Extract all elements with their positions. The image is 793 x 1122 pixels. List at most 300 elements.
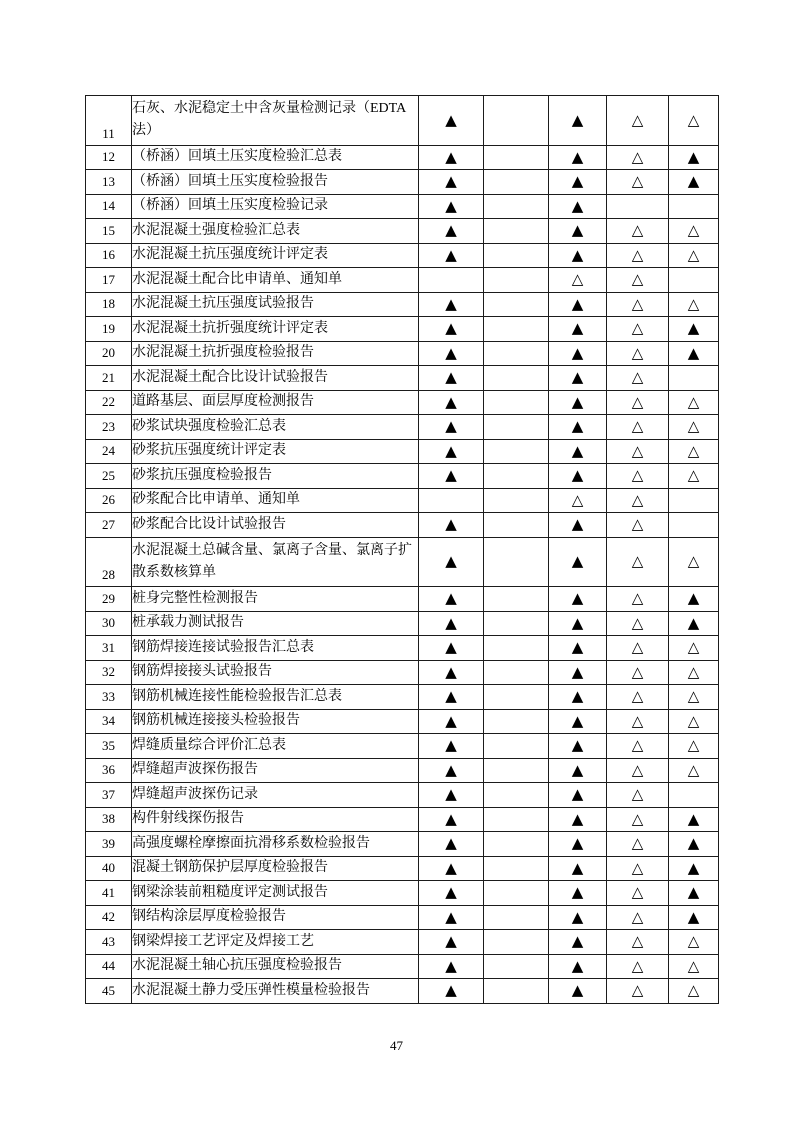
row-number-cell: 44 [86, 954, 132, 979]
hollow-triangle-icon: △ [631, 294, 644, 313]
symbol-cell [607, 243, 669, 268]
symbol-cell [549, 537, 607, 587]
symbol-cell [419, 243, 484, 268]
symbol-cell [549, 415, 607, 440]
symbol-cell [607, 464, 669, 489]
symbol-cell [484, 415, 549, 440]
table-row [86, 488, 719, 513]
symbol-cell [607, 513, 669, 538]
row-description-cell: 混凝土钢筋保护层厚度检验报告 [132, 856, 419, 881]
symbol-cell [607, 881, 669, 906]
symbol-cell [484, 660, 549, 685]
symbol-cell [607, 611, 669, 636]
symbol-cell [669, 145, 719, 170]
symbol-cell [549, 587, 607, 612]
hollow-triangle-icon: △ [687, 932, 700, 951]
row-number-cell: 19 [86, 317, 132, 342]
row-description-cell: 钢筋机械连接接头检验报告 [132, 709, 419, 734]
row-number-cell: 11 [86, 96, 132, 146]
filled-triangle-icon: ▲ [445, 981, 457, 1000]
hollow-triangle-icon: △ [631, 147, 644, 166]
symbol-cell [484, 464, 549, 489]
symbol-cell [484, 832, 549, 857]
hollow-triangle-icon: △ [631, 907, 644, 926]
filled-triangle-icon: ▲ [445, 662, 457, 681]
row-description-cell: 水泥混凝土抗压强度试验报告 [132, 292, 419, 317]
row-description-cell: 水泥混凝土配合比申请单、通知单 [132, 268, 419, 293]
hollow-triangle-icon: △ [631, 613, 644, 632]
filled-triangle-icon: ▲ [571, 711, 584, 730]
filled-triangle-icon: ▲ [445, 110, 457, 129]
symbol-cell [419, 268, 484, 293]
symbol-cell [669, 488, 719, 513]
filled-triangle-icon: ▲ [571, 110, 584, 129]
symbol-cell [419, 930, 484, 955]
row-number-cell: 14 [86, 194, 132, 219]
filled-triangle-icon: ▲ [571, 956, 584, 975]
table-row [86, 513, 719, 538]
filled-triangle-icon: ▲ [445, 883, 457, 902]
row-number-cell: 43 [86, 930, 132, 955]
symbol-cell [549, 513, 607, 538]
table-row [86, 292, 719, 317]
filled-triangle-icon: ▲ [571, 662, 584, 681]
symbol-cell [669, 537, 719, 587]
symbol-cell [549, 881, 607, 906]
filled-triangle-icon: ▲ [445, 294, 457, 313]
hollow-triangle-icon: △ [687, 760, 700, 779]
symbol-cell [607, 979, 669, 1004]
symbol-cell [484, 537, 549, 587]
symbol-cell [419, 341, 484, 366]
hollow-triangle-icon: △ [631, 417, 644, 436]
filled-triangle-icon: ▲ [445, 515, 457, 534]
symbol-cell [607, 488, 669, 513]
hollow-triangle-icon: △ [687, 466, 700, 485]
symbol-cell [419, 709, 484, 734]
symbol-cell [419, 758, 484, 783]
filled-triangle-icon: ▲ [571, 294, 584, 313]
row-description-cell: 砂浆配合比申请单、通知单 [132, 488, 419, 513]
row-description-cell: 钢筋焊接连接试验报告汇总表 [132, 636, 419, 661]
table-row [86, 734, 719, 759]
row-description-cell: 水泥混凝土抗折强度检验报告 [132, 341, 419, 366]
filled-triangle-icon: ▲ [687, 907, 700, 926]
symbol-cell [484, 268, 549, 293]
symbol-cell [549, 243, 607, 268]
table-row [86, 194, 719, 219]
row-number-cell: 29 [86, 587, 132, 612]
symbol-cell [549, 709, 607, 734]
symbol-cell [549, 96, 607, 146]
symbol-cell [549, 194, 607, 219]
filled-triangle-icon: ▲ [571, 466, 584, 485]
hollow-triangle-icon: △ [687, 441, 700, 460]
symbol-cell [419, 96, 484, 146]
filled-triangle-icon: ▲ [445, 687, 457, 706]
row-description-cell: （桥涵）回填土压实度检验汇总表 [132, 145, 419, 170]
row-number-cell: 12 [86, 145, 132, 170]
symbol-cell [484, 292, 549, 317]
symbol-cell [669, 807, 719, 832]
filled-triangle-icon: ▲ [571, 147, 584, 166]
filled-triangle-icon: ▲ [571, 392, 584, 411]
filled-triangle-icon: ▲ [571, 441, 584, 460]
symbol-cell [669, 317, 719, 342]
symbol-cell [669, 439, 719, 464]
symbol-cell [549, 979, 607, 1004]
symbol-cell [484, 317, 549, 342]
filled-triangle-icon: ▲ [571, 687, 584, 706]
row-number-cell: 39 [86, 832, 132, 857]
row-number-cell: 16 [86, 243, 132, 268]
symbol-cell [549, 930, 607, 955]
hollow-triangle-icon: △ [631, 392, 644, 411]
symbol-cell [607, 439, 669, 464]
symbol-cell [419, 170, 484, 195]
hollow-triangle-icon: △ [631, 368, 644, 387]
symbol-cell [419, 611, 484, 636]
symbol-cell [669, 513, 719, 538]
hollow-triangle-icon: △ [631, 809, 644, 828]
hollow-triangle-icon: △ [687, 417, 700, 436]
symbol-cell [607, 856, 669, 881]
hollow-triangle-icon: △ [687, 687, 700, 706]
symbol-cell [669, 96, 719, 146]
symbol-cell [669, 856, 719, 881]
filled-triangle-icon: ▲ [445, 736, 457, 755]
symbol-cell [484, 219, 549, 244]
hollow-triangle-icon: △ [631, 883, 644, 902]
filled-triangle-icon: ▲ [687, 589, 700, 608]
table-row [86, 930, 719, 955]
row-number-cell: 15 [86, 219, 132, 244]
symbol-cell [669, 243, 719, 268]
symbol-cell [419, 587, 484, 612]
symbol-cell [607, 341, 669, 366]
filled-triangle-icon: ▲ [571, 809, 584, 828]
symbol-cell [669, 954, 719, 979]
row-description-cell: 钢结构涂层厚度检验报告 [132, 905, 419, 930]
symbol-cell [607, 219, 669, 244]
row-number-cell: 13 [86, 170, 132, 195]
table-row [86, 268, 719, 293]
filled-triangle-icon: ▲ [445, 172, 457, 191]
filled-triangle-icon: ▲ [687, 172, 700, 191]
filled-triangle-icon: ▲ [687, 858, 700, 877]
hollow-triangle-icon: △ [631, 687, 644, 706]
filled-triangle-icon: ▲ [571, 907, 584, 926]
filled-triangle-icon: ▲ [445, 441, 457, 460]
symbol-cell [549, 611, 607, 636]
hollow-triangle-icon: △ [631, 858, 644, 877]
symbol-cell [419, 660, 484, 685]
table-row [86, 366, 719, 391]
symbol-cell [419, 685, 484, 710]
row-number-cell: 32 [86, 660, 132, 685]
filled-triangle-icon: ▲ [445, 392, 457, 411]
table-row [86, 170, 719, 195]
filled-triangle-icon: ▲ [445, 417, 457, 436]
symbol-cell [607, 268, 669, 293]
hollow-triangle-icon: △ [571, 270, 584, 289]
symbol-cell [607, 587, 669, 612]
row-number-cell: 28 [86, 537, 132, 587]
symbol-cell [669, 464, 719, 489]
table-row [86, 832, 719, 857]
table-row [86, 415, 719, 440]
symbol-cell [669, 832, 719, 857]
symbol-cell [607, 930, 669, 955]
row-number-cell: 23 [86, 415, 132, 440]
filled-triangle-icon: ▲ [687, 809, 700, 828]
filled-triangle-icon: ▲ [445, 368, 457, 387]
filled-triangle-icon: ▲ [571, 858, 584, 877]
hollow-triangle-icon: △ [571, 490, 584, 509]
row-description-cell: 焊缝质量综合评价汇总表 [132, 734, 419, 759]
symbol-cell [419, 194, 484, 219]
row-number-cell: 45 [86, 979, 132, 1004]
symbol-cell [549, 464, 607, 489]
row-description-cell: 道路基层、面层厚度检测报告 [132, 390, 419, 415]
row-description-cell: 钢筋焊接接头试验报告 [132, 660, 419, 685]
symbol-cell [549, 170, 607, 195]
symbol-cell [669, 219, 719, 244]
symbol-cell [669, 341, 719, 366]
table-row [86, 219, 719, 244]
symbol-cell [607, 415, 669, 440]
filled-triangle-icon: ▲ [571, 245, 584, 264]
filled-triangle-icon: ▲ [571, 589, 584, 608]
table-row [86, 439, 719, 464]
symbol-cell [607, 292, 669, 317]
filled-triangle-icon: ▲ [571, 515, 584, 534]
hollow-triangle-icon: △ [631, 834, 644, 853]
symbol-cell [419, 807, 484, 832]
filled-triangle-icon: ▲ [445, 760, 457, 779]
table-row [86, 537, 719, 587]
hollow-triangle-icon: △ [687, 956, 700, 975]
table-row [86, 587, 719, 612]
filled-triangle-icon: ▲ [571, 221, 584, 240]
symbol-cell [669, 758, 719, 783]
symbol-cell [484, 513, 549, 538]
table-row [86, 856, 719, 881]
row-number-cell: 41 [86, 881, 132, 906]
row-description-cell: 砂浆抗压强度检验报告 [132, 464, 419, 489]
filled-triangle-icon: ▲ [571, 196, 584, 215]
row-description-cell: 水泥混凝土总碱含量、氯离子含量、氯离子扩散系数核算单 [132, 537, 419, 587]
symbol-cell [549, 488, 607, 513]
symbol-cell [484, 145, 549, 170]
filled-triangle-icon: ▲ [445, 466, 457, 485]
symbol-cell [484, 783, 549, 808]
filled-triangle-icon: ▲ [445, 245, 457, 264]
filled-triangle-icon: ▲ [571, 613, 584, 632]
filled-triangle-icon: ▲ [571, 368, 584, 387]
row-description-cell: 桩承载力测试报告 [132, 611, 419, 636]
symbol-cell [549, 317, 607, 342]
symbol-cell [669, 734, 719, 759]
filled-triangle-icon: ▲ [571, 638, 584, 657]
symbol-cell [669, 783, 719, 808]
hollow-triangle-icon: △ [631, 515, 644, 534]
filled-triangle-icon: ▲ [571, 552, 584, 571]
filled-triangle-icon: ▲ [445, 613, 457, 632]
symbol-cell [669, 709, 719, 734]
table-row [86, 954, 719, 979]
symbol-cell [549, 341, 607, 366]
filled-triangle-icon: ▲ [571, 932, 584, 951]
symbol-cell [419, 905, 484, 930]
hollow-triangle-icon: △ [631, 638, 644, 657]
filled-triangle-icon: ▲ [687, 834, 700, 853]
row-number-cell: 42 [86, 905, 132, 930]
symbol-cell [669, 881, 719, 906]
filled-triangle-icon: ▲ [445, 907, 457, 926]
symbol-cell [484, 954, 549, 979]
symbol-cell [549, 219, 607, 244]
hollow-triangle-icon: △ [631, 711, 644, 730]
row-number-cell: 38 [86, 807, 132, 832]
filled-triangle-icon: ▲ [445, 858, 457, 877]
symbol-cell [484, 758, 549, 783]
table-row [86, 758, 719, 783]
hollow-triangle-icon: △ [687, 638, 700, 657]
table-row [86, 905, 719, 930]
hollow-triangle-icon: △ [687, 221, 700, 240]
row-number-cell: 17 [86, 268, 132, 293]
row-number-cell: 36 [86, 758, 132, 783]
table-row [86, 685, 719, 710]
symbol-cell [484, 170, 549, 195]
symbol-cell [607, 734, 669, 759]
table-row [86, 709, 719, 734]
symbol-cell [419, 317, 484, 342]
hollow-triangle-icon: △ [631, 270, 644, 289]
symbol-cell [669, 979, 719, 1004]
symbol-cell [484, 905, 549, 930]
filled-triangle-icon: ▲ [445, 809, 457, 828]
symbol-cell [484, 587, 549, 612]
symbol-cell [484, 807, 549, 832]
symbol-cell [549, 439, 607, 464]
symbol-cell [669, 170, 719, 195]
symbol-cell [669, 292, 719, 317]
row-number-cell: 35 [86, 734, 132, 759]
hollow-triangle-icon: △ [631, 589, 644, 608]
symbol-cell [607, 660, 669, 685]
filled-triangle-icon: ▲ [445, 711, 457, 730]
table-row [86, 636, 719, 661]
symbol-cell [419, 881, 484, 906]
symbol-cell [607, 758, 669, 783]
row-description-cell: 构件射线探伤报告 [132, 807, 419, 832]
table-row [86, 881, 719, 906]
table-row [86, 317, 719, 342]
symbol-cell [549, 734, 607, 759]
symbol-cell [607, 194, 669, 219]
row-description-cell: 焊缝超声波探伤报告 [132, 758, 419, 783]
symbol-cell [607, 317, 669, 342]
row-number-cell: 33 [86, 685, 132, 710]
symbol-cell [607, 390, 669, 415]
symbol-cell [607, 685, 669, 710]
symbol-cell [549, 390, 607, 415]
row-number-cell: 26 [86, 488, 132, 513]
symbol-cell [484, 439, 549, 464]
hollow-triangle-icon: △ [631, 981, 644, 1000]
filled-triangle-icon: ▲ [445, 343, 457, 362]
symbol-cell [484, 366, 549, 391]
symbol-cell [484, 685, 549, 710]
symbol-cell [549, 685, 607, 710]
filled-triangle-icon: ▲ [571, 981, 584, 1000]
symbol-cell [549, 145, 607, 170]
filled-triangle-icon: ▲ [687, 613, 700, 632]
symbol-cell [549, 783, 607, 808]
row-description-cell: （桥涵）回填土压实度检验记录 [132, 194, 419, 219]
row-number-cell: 31 [86, 636, 132, 661]
hollow-triangle-icon: △ [687, 981, 700, 1000]
filled-triangle-icon: ▲ [445, 932, 457, 951]
symbol-cell [607, 96, 669, 146]
symbol-cell [484, 709, 549, 734]
row-number-cell: 30 [86, 611, 132, 636]
symbol-cell [419, 783, 484, 808]
hollow-triangle-icon: △ [631, 343, 644, 362]
symbol-cell [549, 954, 607, 979]
symbol-cell [419, 415, 484, 440]
symbol-cell [419, 390, 484, 415]
hollow-triangle-icon: △ [631, 956, 644, 975]
hollow-triangle-icon: △ [687, 110, 700, 129]
symbol-cell [419, 832, 484, 857]
symbol-cell [669, 268, 719, 293]
symbol-cell [484, 930, 549, 955]
hollow-triangle-icon: △ [631, 490, 644, 509]
row-number-cell: 20 [86, 341, 132, 366]
filled-triangle-icon: ▲ [445, 834, 457, 853]
row-number-cell: 22 [86, 390, 132, 415]
symbol-cell [549, 366, 607, 391]
hollow-triangle-icon: △ [631, 319, 644, 338]
hollow-triangle-icon: △ [687, 736, 700, 755]
filled-triangle-icon: ▲ [687, 319, 700, 338]
hollow-triangle-icon: △ [631, 662, 644, 681]
symbol-cell [607, 170, 669, 195]
hollow-triangle-icon: △ [631, 466, 644, 485]
symbol-cell [484, 194, 549, 219]
symbol-cell [669, 587, 719, 612]
hollow-triangle-icon: △ [687, 662, 700, 681]
symbol-cell [484, 856, 549, 881]
symbol-cell [484, 488, 549, 513]
filled-triangle-icon: ▲ [687, 147, 700, 166]
page-number: 47 [390, 1038, 403, 1053]
symbol-cell [669, 930, 719, 955]
row-number-cell: 24 [86, 439, 132, 464]
symbol-cell [419, 513, 484, 538]
symbol-cell [549, 807, 607, 832]
row-description-cell: 砂浆抗压强度统计评定表 [132, 439, 419, 464]
filled-triangle-icon: ▲ [571, 343, 584, 362]
symbol-cell [484, 390, 549, 415]
table-row [86, 660, 719, 685]
table-row [86, 979, 719, 1004]
symbol-cell [419, 856, 484, 881]
symbol-cell [419, 979, 484, 1004]
